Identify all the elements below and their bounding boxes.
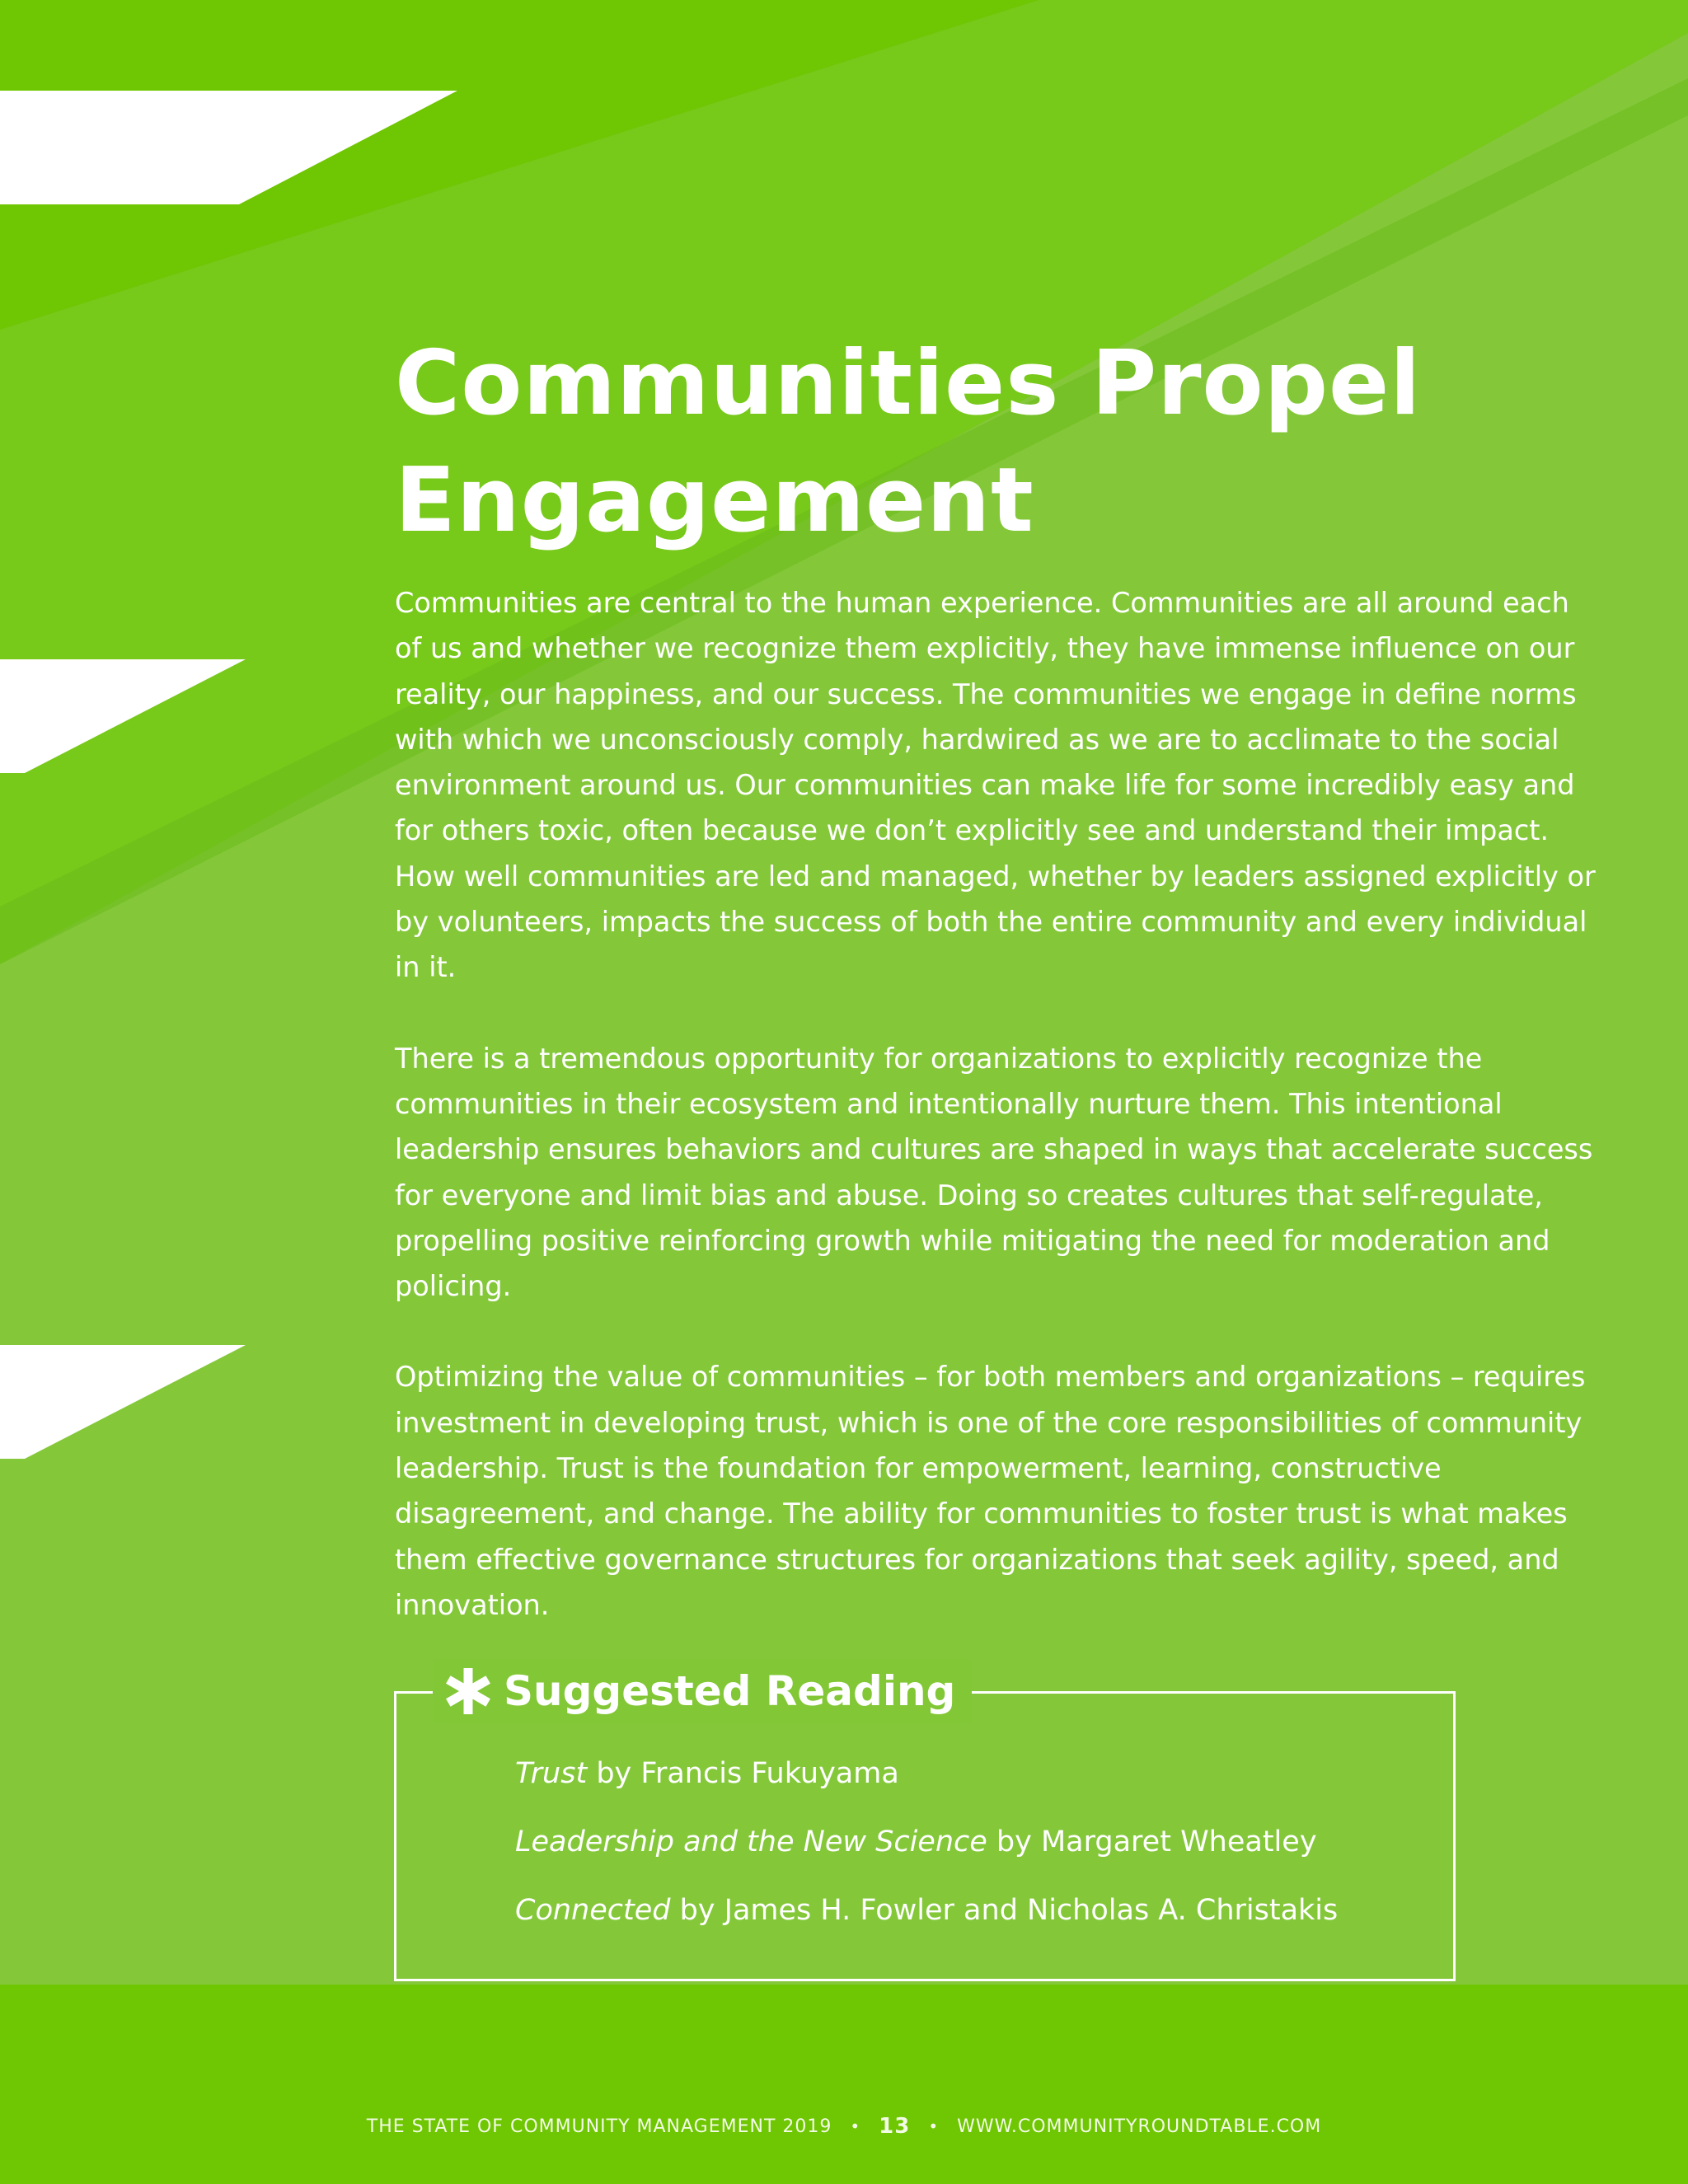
- paragraph-1: Communities are central to the human experience. Communities are all around each of us and whether we recognize them explicitly, they have immense influence on our reality, our happiness, and our success. The communities we engage in define norms with which we unconsciously comply, hardwired as we are to acclimate to the social environment around us. Our communities can make life for some incredibly easy and for others toxic, often because we don’t explicitly see and understand their impact. How well communities are led and managed, whether by leaders assigned explicitly or by volunteers, impacts the success of both the entire community and every individual in it.: [395, 587, 1596, 984]
- book-title: Leadership and the New Science: [515, 1825, 987, 1858]
- reading-item: [515, 1884, 1338, 1952]
- book-title: Trust: [515, 1757, 588, 1790]
- book-title: Connected: [515, 1894, 671, 1927]
- suggested-reading-list: [515, 1747, 1338, 1952]
- book-author: by Francis Fukuyama: [587, 1757, 899, 1790]
- book-author: by James H. Fowler and Nicholas A. Christakis: [670, 1894, 1339, 1927]
- reading-item: [515, 1816, 1338, 1884]
- footer-separator: •: [928, 2116, 940, 2136]
- page-footer: [0, 2110, 1688, 2143]
- paragraph-3: Optimizing the value of communities – for both members and organizations – requires investment in developing trust, which is one of the core responsibilities of community leadership. Trust is the foundation for empowerment, learning, constructive disagreement, and change. The ability for communities to foster trust is what makes them effective governance structures for organizations that seek agility, speed, and innovation.: [395, 1361, 1586, 1621]
- page-title-line-1: Communities Propel: [395, 332, 1422, 435]
- body-text: [395, 580, 1598, 1673]
- suggested-reading-title: Suggested Reading: [504, 1667, 956, 1715]
- paragraph-2: There is a tremendous opportunity for organizations to explicitly recognize the communities in their ecosystem and intentionally nurture them. This intentional leadership ensures behaviors and cultures are shaped in ways that accelerate success for everyone and limit bias and abuse. Doing so creates cultures that self-regulate, propelling positive reinforcing growth while mitigating the need for moderation and policing.: [395, 1042, 1593, 1303]
- book-author: by Margaret Wheatley: [987, 1825, 1317, 1858]
- reading-item: [515, 1747, 1338, 1816]
- footer-separator: •: [850, 2116, 861, 2136]
- page-title-line-2: Engagement: [395, 449, 1034, 552]
- footer-publication: THE STATE OF COMMUNITY MANAGEMENT 2019: [366, 2116, 832, 2137]
- suggested-reading-heading: [433, 1659, 972, 1723]
- page-title: [395, 326, 1590, 560]
- footer-website: WWW.COMMUNITYROUNDTABLE.COM: [957, 2116, 1322, 2137]
- asterisk-icon: [443, 1666, 494, 1717]
- footer-page-number: 13: [879, 2114, 911, 2139]
